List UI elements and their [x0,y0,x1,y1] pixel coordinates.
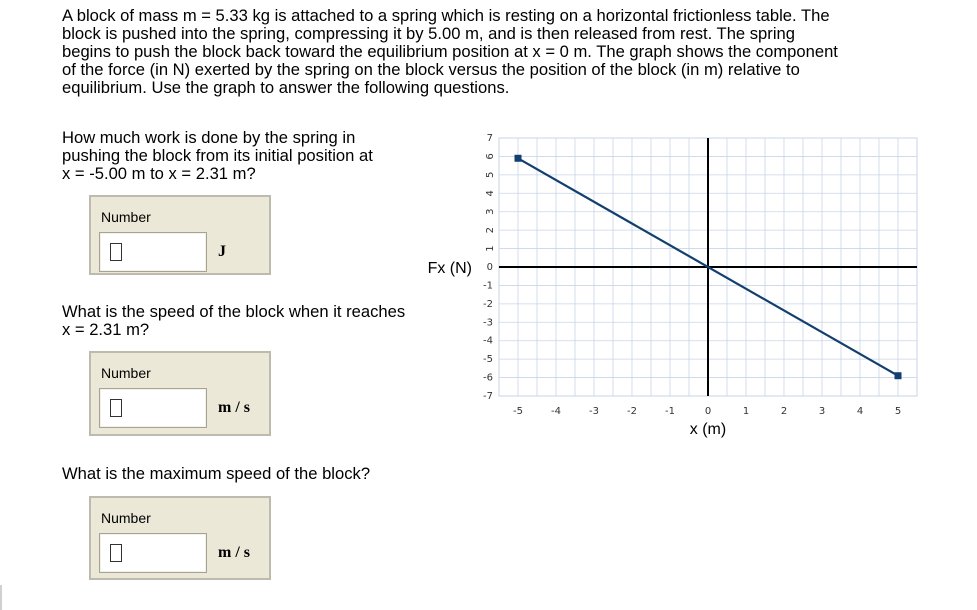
number-label: Number [101,365,151,381]
x-tick-label: 4 [856,406,864,417]
x-tick-label: -1 [665,406,675,417]
y-tick-label: 7 [486,133,493,144]
x-tick-label: 2 [780,406,788,417]
x-tick-label: -5 [513,406,523,417]
endpoint-marker [895,372,902,379]
y-tick-label: -3 [483,317,493,329]
question-line: What is the speed of the block when it reaches [62,302,406,321]
unit-label: m / s [218,399,250,416]
x-tick-label: -3 [589,406,599,417]
x-tick-label: 5 [894,406,902,417]
question-line: x = -5.00 m to x = 2.31 m? [62,164,256,183]
intro-line: A block of mass m = 5.33 kg is attached to a spring which is resting on a horizontal frictionless table. The [62,6,830,25]
question-line: What is the maximum speed of the block? [62,464,371,483]
x-tick-label: 0 [704,406,712,417]
y-tick-label: 0 [486,262,493,273]
number-label: Number [101,510,151,526]
intro-line: block is pushed into the spring, compressing it by 5.00 m, and is then released from rest. The spring [62,24,795,43]
y-tick-label: -4 [483,335,493,347]
x-axis-label: x (m) [689,421,727,438]
y-tick-label: -5 [483,354,493,366]
y-tick-label: -2 [483,298,493,310]
y-tick-label: -6 [483,372,493,384]
number-label: Number [101,209,151,225]
intro-line: of the force (in N) exerted by the spring on the block versus the position of the block (in m) relative to [62,60,800,79]
y-tick-label: 1 [485,245,496,252]
x-tick-label: -4 [551,406,561,417]
question-line: How much work is done by the spring in [62,128,356,147]
y-tick-label: -7 [483,391,493,402]
x-tick-label: -2 [627,406,637,417]
x-tick-label: 1 [742,406,750,417]
x-tick-label: 3 [818,406,826,417]
intro-line: equilibrium. Use the graph to answer the following questions. [62,78,510,97]
y-tick-label: 6 [485,153,496,160]
question-line: pushing the block from its initial position at [62,146,373,165]
unit-label: m / s [218,544,250,561]
y-tick-label: 3 [485,208,496,215]
y-axis-label: Fx (N) [427,260,472,277]
y-tick-label: -1 [483,280,493,292]
y-tick-label: 4 [485,190,496,197]
endpoint-marker [515,155,522,162]
y-tick-label: 5 [485,171,496,179]
question-line: x = 2.31 m? [62,320,150,339]
unit-label: J [218,243,226,260]
y-tick-label: 2 [485,226,496,234]
intro-line: begins to push the block back toward the equilibrium position at x = 0 m. The graph shows the component [62,42,838,61]
